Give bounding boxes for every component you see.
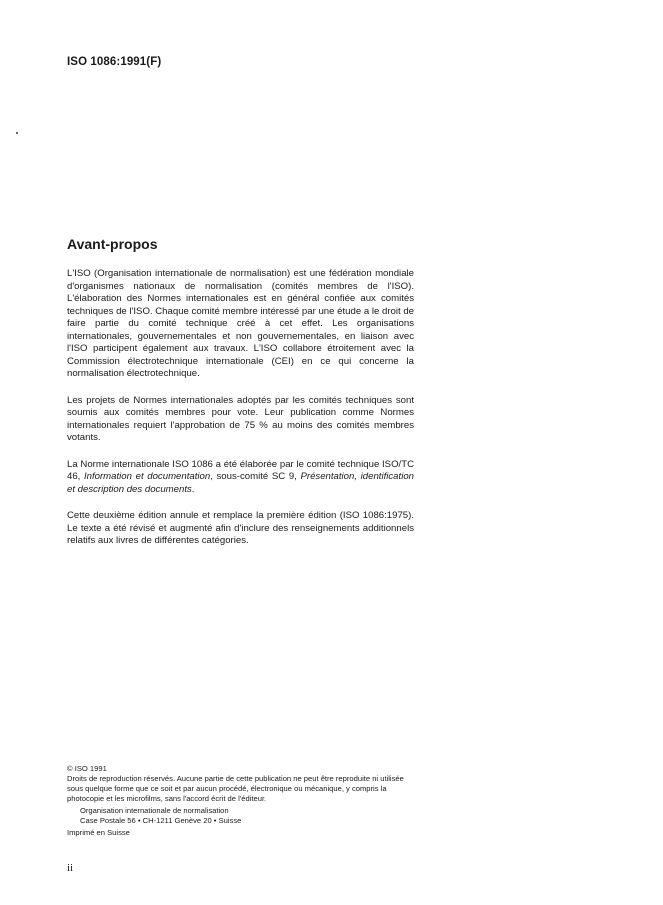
scan-artifact-dot: [16, 132, 18, 134]
publisher-organisation: Organisation internationale de normalisation: [80, 806, 229, 815]
standard-designation: ISO 1086:1991(F): [67, 56, 162, 68]
committee-name-italic: Information et documentation: [83, 471, 211, 482]
paragraph-edition: Cette deuxième édition annule et remplace la première édition (ISO 1086:1975). Le texte a été révisé et augmenté afin d'inclure des renseignements additionnels relatifs aux livres de différentes catégories.: [67, 510, 414, 546]
paragraph-draft-standards: Les projets de Normes internationales adoptés par les comités techniques sont soumis aux comités membres pour vote. Leur publication comme Normes internationales requiert l'approbation de 75 % au moins des comités membres votants.: [67, 394, 414, 443]
copyright-notice: [67, 764, 417, 838]
printed-in: Imprimé en Suisse: [67, 828, 130, 837]
paragraph-committee: [67, 459, 414, 497]
paragraph-committee-middle: , sous-comité SC 9,: [210, 471, 301, 482]
page-number: ii: [67, 862, 74, 874]
paragraph-committee-lead: La Norme internationale ISO 1086 a été élaborée par le comité technique ISO/TC 46,: [67, 458, 414, 482]
foreword-body: [67, 268, 414, 562]
rights-statement: Droits de reproduction réservés. Aucune partie de cette publication ne peut être reproduite ni utilisée sous quelque forme que ce soit et par aucun procédé, électronique ou mécanique, y compris la photocopie et les microfilms, sans l'accord écrit de l'éditeur.: [67, 774, 404, 803]
section-title: Avant-propos: [67, 236, 158, 252]
copyright-line: © ISO 1991: [67, 764, 107, 773]
subcommittee-name-italic: Présentation, identification et description des documents: [67, 471, 414, 495]
publisher-address: Case Postale 56 • CH-1211 Genève 20 • Suisse: [80, 816, 242, 825]
paragraph-iso-organisation: L'ISO (Organisation internationale de normalisation) est une fédération mondiale d'organismes nationaux de normalisation (comités membres de l'ISO). L'élaboration des Normes internationales est en général confiée aux comités techniques de l'ISO. Chaque comité membre intéressé par une étude a le droit de faire partie du comité technique créé à cet effet. Les organisations internationales, gouvernementales et non gouvernementales, en liaison avec l'ISO participent également aux travaux. L'ISO collabore étroitement avec la Commission électrotechnique internationale (CEI) en ce qui concerne la normalisation électrotechnique.: [67, 268, 414, 379]
paragraph-committee-end: .: [191, 483, 195, 495]
